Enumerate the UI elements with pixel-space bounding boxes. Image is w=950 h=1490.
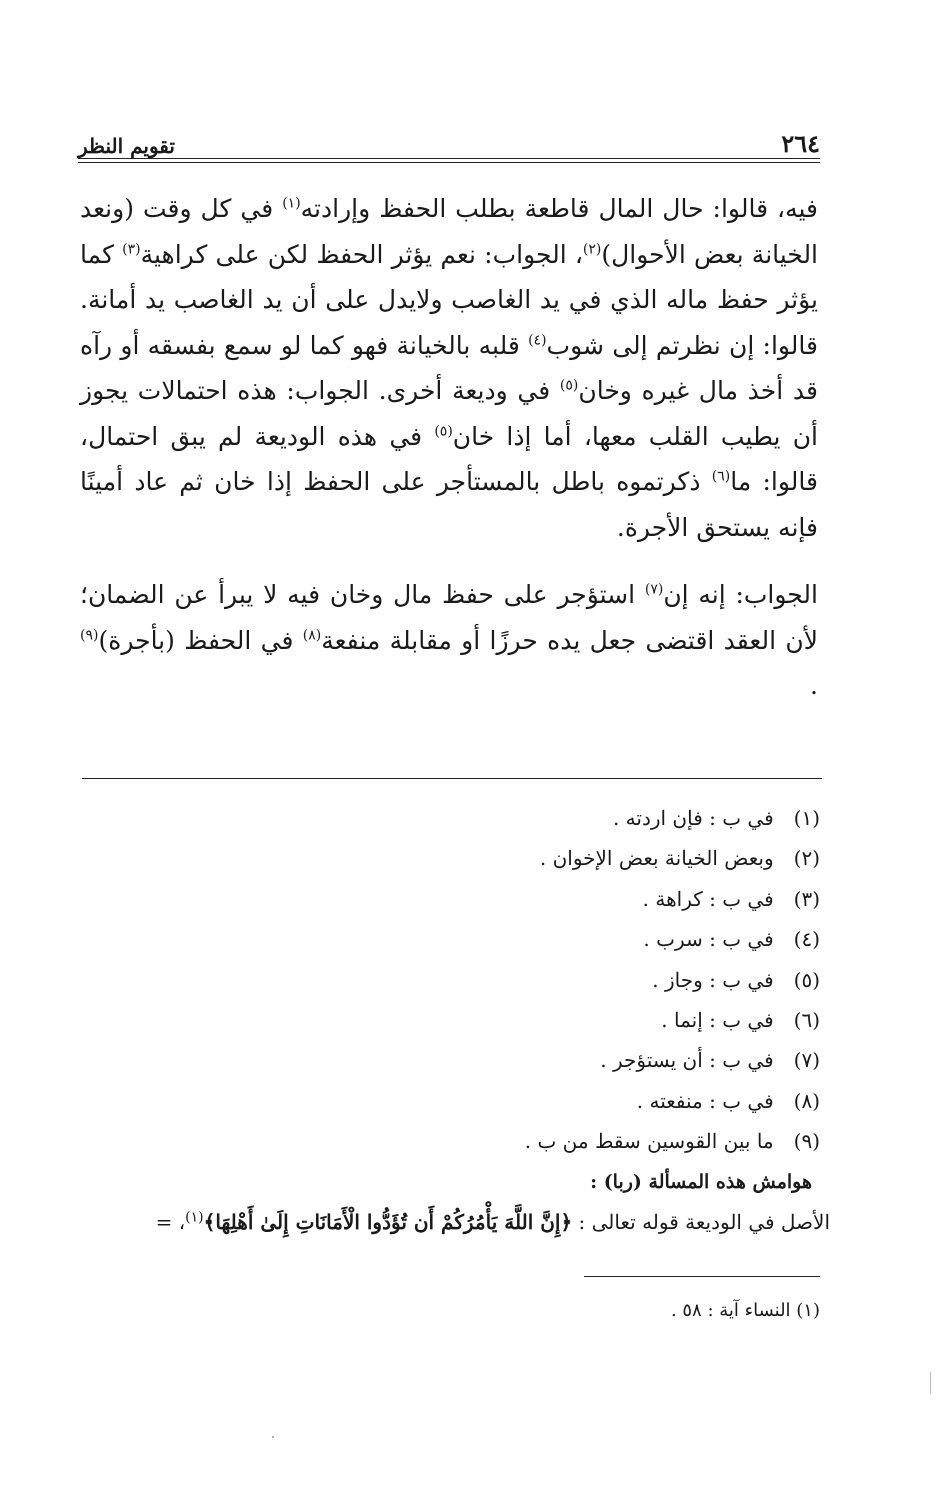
footnote	[80, 1000, 820, 1040]
running-title: تقويم النظر	[78, 134, 175, 158]
footnote-number: (٢)	[793, 846, 820, 871]
page-header	[78, 118, 820, 158]
paragraph	[80, 186, 818, 550]
text-run: ، الجواب: نعم يؤثر الحفظ لكن على كراهية	[140, 239, 583, 269]
footnote-text: وبعض الخيانة بعض الإخوان .	[539, 846, 774, 871]
footnote-number: (٤)	[793, 927, 820, 952]
text-run: الجواب: إنه إن	[663, 580, 818, 609]
footnote-ref: (١)	[282, 195, 301, 212]
footnote-ref: (١)	[185, 1209, 204, 1226]
footnote	[80, 838, 820, 878]
footnote-text: في ب : سرب .	[643, 927, 774, 952]
footnote	[80, 919, 820, 959]
margin-note-verse	[90, 1202, 830, 1242]
text-run: استؤجر على حفظ مال وخان فيه لا يبرأ عن الضمان؛ لأن العقد اقتضى جعل يده حرزًا أو مقابلة منفعة	[80, 580, 818, 655]
footnote	[80, 879, 820, 919]
footnote	[80, 1040, 820, 1080]
footnote-ref: (٦)	[711, 468, 731, 485]
text-run: في هذه الوديعة لم يبق احتمال، قالوا: ما	[80, 421, 818, 496]
scan-speck	[930, 1372, 931, 1394]
text-run: فيه، قالوا: حال المال قاطعة بطلب الحفظ وإرادته	[300, 194, 818, 223]
text-run: في وديعة أخرى. الجواب: هذه احتمالات يجوز أن يطيب القلب معها، أما إذا خان	[80, 376, 818, 451]
footnote-number: (٨)	[793, 1088, 820, 1113]
footnote-ref: (٨)	[302, 627, 322, 644]
paragraph	[80, 572, 818, 709]
text-run: .	[810, 671, 818, 700]
footnote-number: (١)	[793, 806, 820, 830]
text-run: قلبه بالخيانة فهو كما لو سمع بفسقه أو رآه قد أخذ مال غيره وخان	[80, 330, 818, 405]
text-run: في كل وقت (ونعد الخيانة بعض الأحوال)	[80, 194, 819, 269]
footnote-text: في ب : إنما .	[661, 1008, 774, 1033]
footnote	[80, 960, 820, 1000]
text-run: ذكرتموه باطل بالمستأجر على الحفظ إذا خان ثم عاد أمينًا فإنه يستحق الأجرة.	[80, 467, 818, 542]
text-run: كما يؤثر حفظ ماله الذي في يد الغاصب ولايدل على أن يد الغاصب يد أمانة. قالوا: إن نظرتم إلى شوب	[80, 239, 818, 360]
footnote-text: في ب : أن يستؤجر .	[600, 1048, 774, 1073]
footnote-ref: (٩)	[80, 627, 99, 644]
margin-notes-heading: هوامش هذه المسألة (ربا) :	[590, 1170, 812, 1193]
footnote-rule	[82, 778, 822, 779]
footnote-ref: (٥)	[559, 377, 579, 394]
footnote-text: في ب : فإن اردته .	[612, 806, 774, 830]
verse-suffix: ، =	[155, 1210, 186, 1235]
quran-verse: ﴿إِنَّ اللَّهَ يَأْمُرُكُمْ أَن تُؤَدُّوا الْأَمَانَاتِ إِلَىٰ أَهْلِهَا﴾	[203, 1210, 573, 1235]
footnote	[80, 1121, 820, 1161]
footnote-number: (٣)	[793, 886, 820, 911]
main-text	[80, 186, 818, 709]
header-rule	[78, 158, 820, 159]
page-number: ٢٦٤	[781, 129, 820, 158]
footnote-text: ما بين القوسين سقط من ب .	[524, 1129, 774, 1154]
footnote-text: في ب : كراهة .	[642, 886, 774, 911]
footnote-ref: (٥)	[434, 423, 453, 440]
footnote-number: (٥)	[793, 967, 820, 992]
footnote-ref: (٣)	[122, 241, 141, 258]
footnote	[80, 1081, 820, 1121]
text-run: في الحفظ (بأجرة)	[98, 625, 303, 655]
header-rule-secondary	[78, 162, 820, 163]
footnote-text: في ب : وجاز .	[652, 967, 774, 992]
footnote-ref: (٤)	[528, 332, 547, 349]
subnote-rule	[584, 1276, 820, 1277]
footnote-number: (٩)	[793, 1129, 820, 1154]
subnote: (١) النساء آية : ٥٨ .	[670, 1300, 820, 1321]
footnote-number: (٦)	[793, 1008, 820, 1033]
scan-speck	[272, 1436, 274, 1438]
verse-prefix: الأصل في الوديعة قوله تعالى :	[572, 1210, 830, 1235]
footnote-number: (٧)	[793, 1048, 820, 1073]
footnotes	[80, 798, 830, 1242]
footnote-text: في ب : منفعته .	[636, 1088, 774, 1113]
footnote	[80, 798, 820, 838]
footnote-ref: (٧)	[644, 581, 664, 598]
footnote-ref: (٢)	[582, 241, 602, 258]
